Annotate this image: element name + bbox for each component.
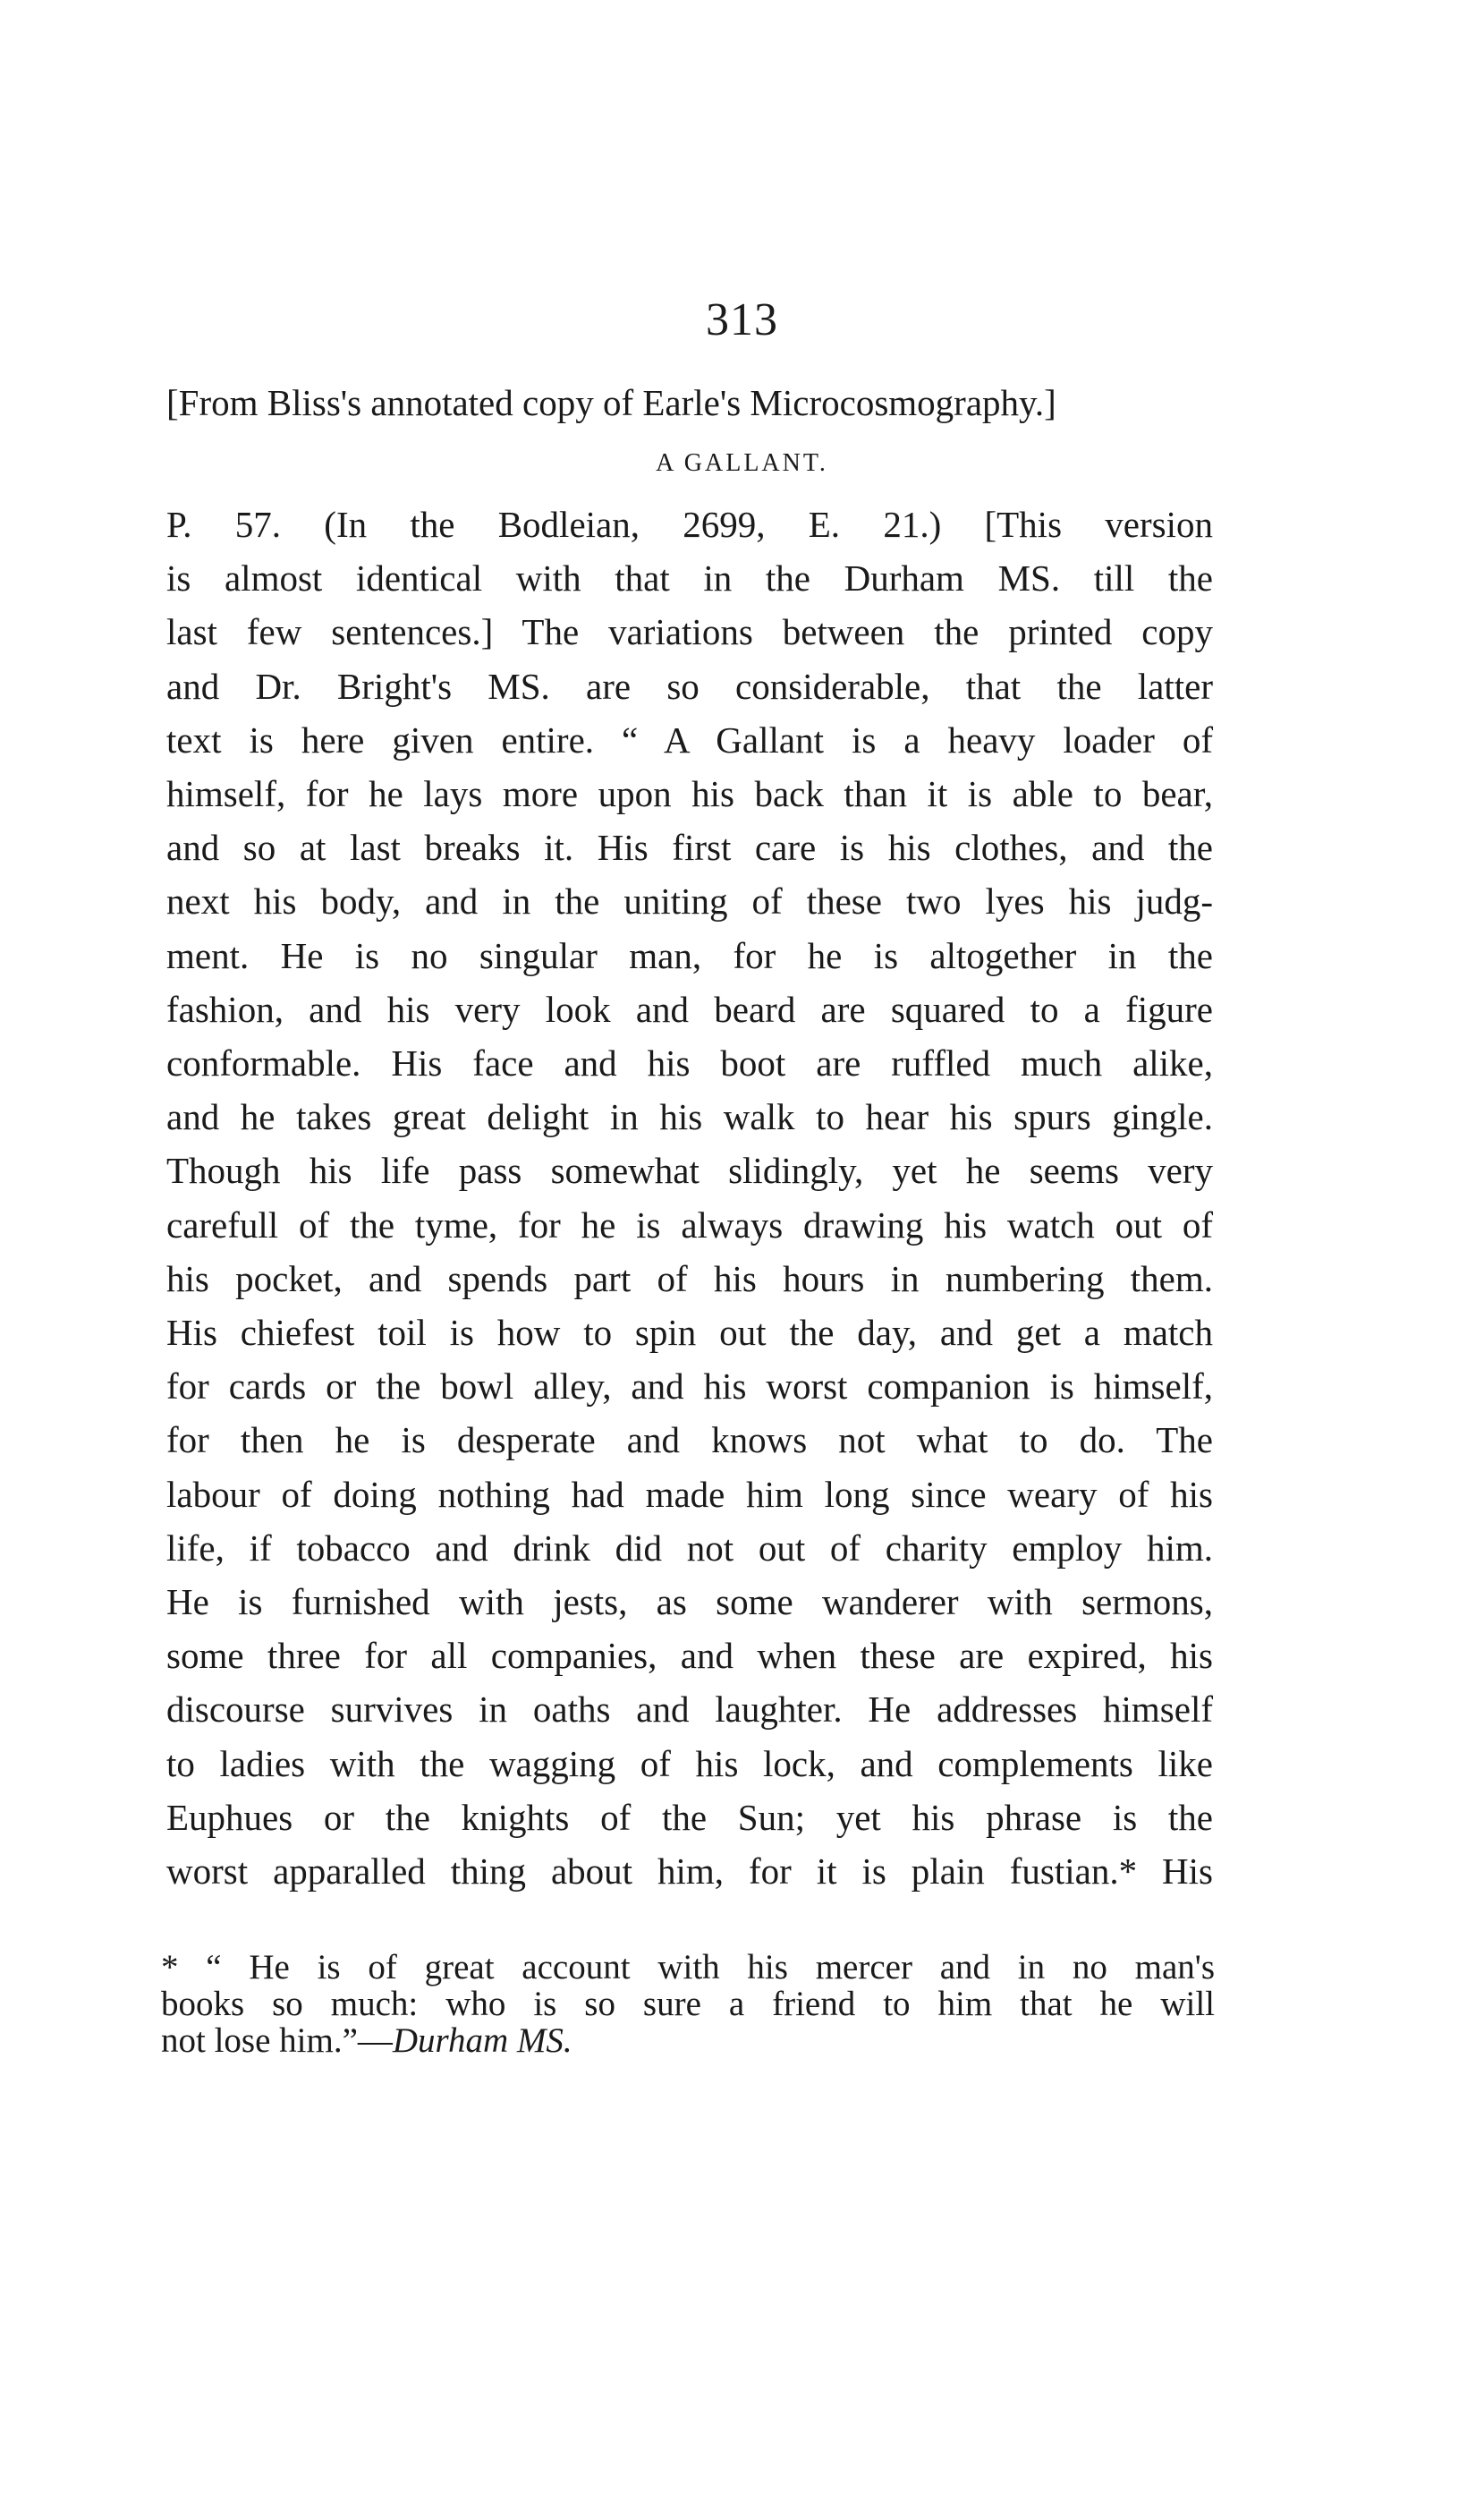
body-line: is almost identical with that in the Durham MS. till the (166, 557, 1213, 600)
body-line: Euphues or the knights of the Sun; yet his phrase is the (166, 1796, 1213, 1838)
body-line: Though his life pass somewhat slidingly, yet he seems very (166, 1150, 1213, 1192)
footnote-line: books so much: who is so sure a friend to him that he will (161, 1985, 1215, 2023)
body-line: for then he is desperate and knows not what to do. The (166, 1419, 1213, 1461)
footnote-last-line (161, 2022, 1215, 2059)
footnote-quote-end: not lose him.”— (161, 2021, 393, 2060)
body-line: P. 57. (In the Bodleian, 2699, E. 21.) [This version (166, 504, 1213, 545)
body-text (166, 498, 1213, 1898)
body-line: and so at last breaks it. His first care is his clothes, and the (166, 827, 1213, 869)
body-line: next his body, and in the uniting of these two lyes his judg- (166, 880, 1213, 923)
page-number: 313 (706, 294, 778, 345)
body-line: His chiefest toil is how to spin out the day, and get a match (166, 1312, 1213, 1354)
body-line: his pocket, and spends part of his hours in numbering them. (166, 1257, 1213, 1299)
body-line: to ladies with the wagging of his lock, and complements like (166, 1742, 1213, 1784)
body-line: ment. He is no singular man, for he is altogether in the (166, 934, 1213, 976)
body-line: last few sentences.] The variations between the printed copy (166, 611, 1213, 653)
body-line: carefull of the tyme, for he is always drawing his watch out of (166, 1204, 1213, 1246)
body-line: some three for all companies, and when these are expired, his (166, 1635, 1213, 1677)
footnote-source: Durham MS. (392, 2021, 572, 2060)
source-note: [From Bliss's annotated copy of Earle's Microcosmography.] (166, 382, 1056, 423)
body-line: life, if tobacco and drink did not out of charity employ him. (166, 1527, 1213, 1569)
body-line: worst apparalled thing about him, for it is plain fustian.* His (166, 1850, 1213, 1893)
body-line: for cards or the bowl alley, and his worst companion is himself, (166, 1365, 1213, 1408)
body-line: labour of doing nothing had made him long since weary of his (166, 1473, 1213, 1515)
body-line: and Dr. Bright's MS. are so considerable, that the latter (166, 665, 1213, 707)
body-line: conformable. His face and his boot are ruffled much alike, (166, 1042, 1213, 1085)
body-line: discourse survives in oaths and laughter. He addresses himself (166, 1689, 1213, 1731)
body-line: text is here given entire. “ A Gallant is a heavy loader of (166, 719, 1213, 761)
body-line: and he takes great delight in his walk to hear his spurs gingle. (166, 1096, 1213, 1138)
footnote-line: * “ He is of great account with his mercer and in no man's (161, 1948, 1215, 1986)
body-line: himself, for he lays more upon his back than it is able to bear, (166, 773, 1213, 815)
footnote (161, 1949, 1215, 2059)
body-line: He is furnished with jests, as some wanderer with sermons, (166, 1581, 1213, 1623)
section-title: A GALLANT. (656, 449, 828, 477)
body-line: fashion, and his very look and beard are squared to a figure (166, 988, 1213, 1030)
